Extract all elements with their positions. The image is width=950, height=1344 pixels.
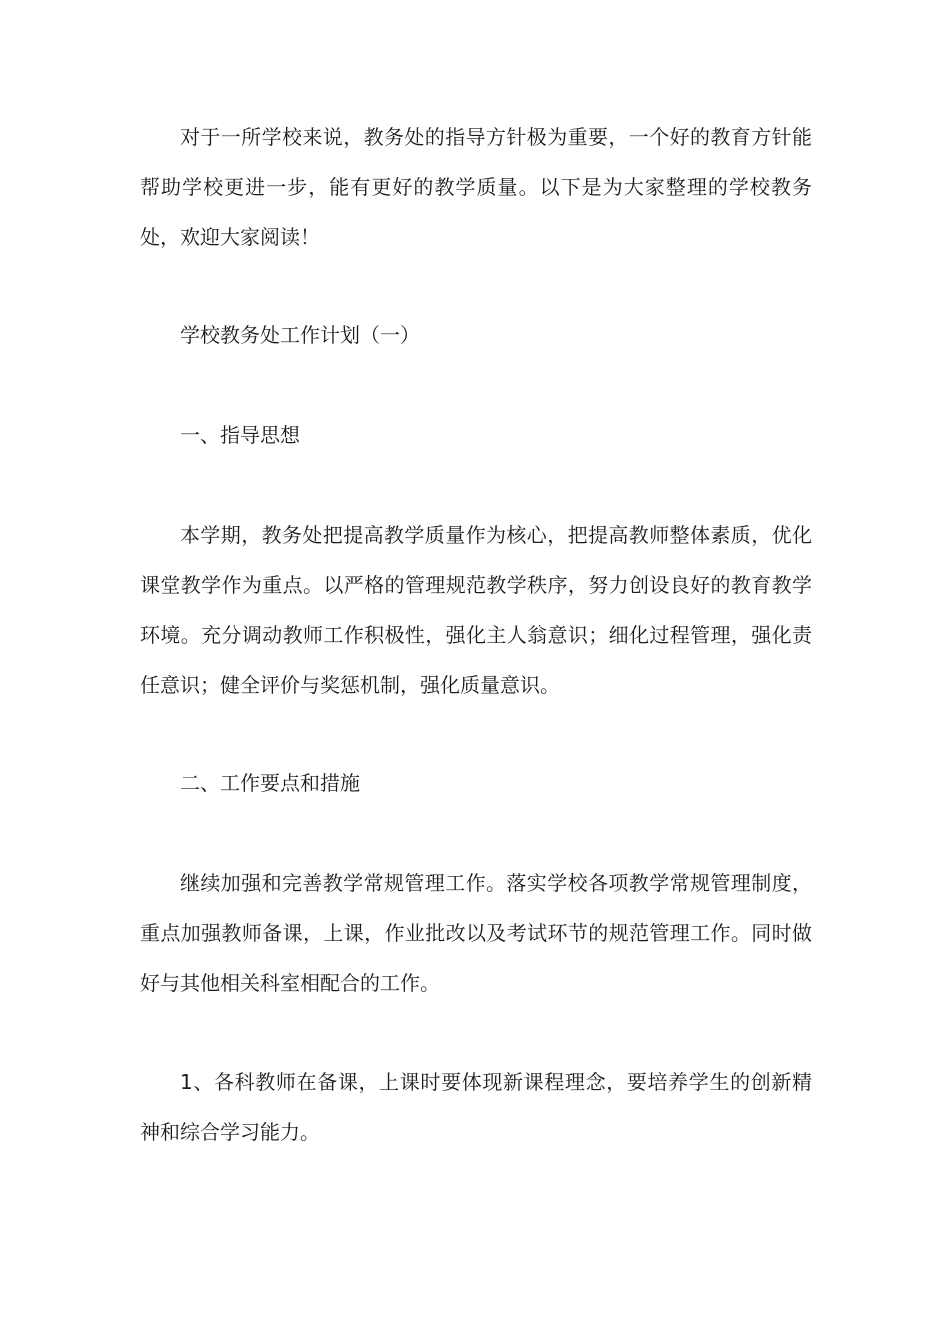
document-title: 学校教务处工作计划（一）	[180, 323, 420, 347]
section-heading-guiding-ideology: 一、指导思想	[180, 423, 300, 447]
list-item-1: 1、各科教师在备课，上课时要体现新课程理念，要培养学生的创新精神和综合学习能力。	[140, 1070, 812, 1144]
intro-paragraph: 对于一所学校来说，教务处的指导方针极为重要，一个好的教育方针能帮助学校更进一步，能有更好的教学质量。以下是为大家整理的学校教务处，欢迎大家阅读！	[140, 125, 812, 249]
section-heading-key-points: 二、工作要点和措施	[180, 771, 360, 795]
section-body-key-points: 继续加强和完善教学常规管理工作。落实学校各项教学常规管理制度，重点加强教师备课，上课，作业批改以及考试环节的规范管理工作。同时做好与其他相关科室相配合的工作。	[140, 871, 812, 995]
section-body-guiding-ideology: 本学期，教务处把提高教学质量作为核心，把提高教师整体素质，优化课堂教学作为重点。以严格的管理规范教学秩序，努力创设良好的教育教学环境。充分调动教师工作积极性，强化主人翁意识；细化过程管理，强化责任意识；健全评价与奖惩机制，强化质量意识。	[140, 523, 812, 697]
